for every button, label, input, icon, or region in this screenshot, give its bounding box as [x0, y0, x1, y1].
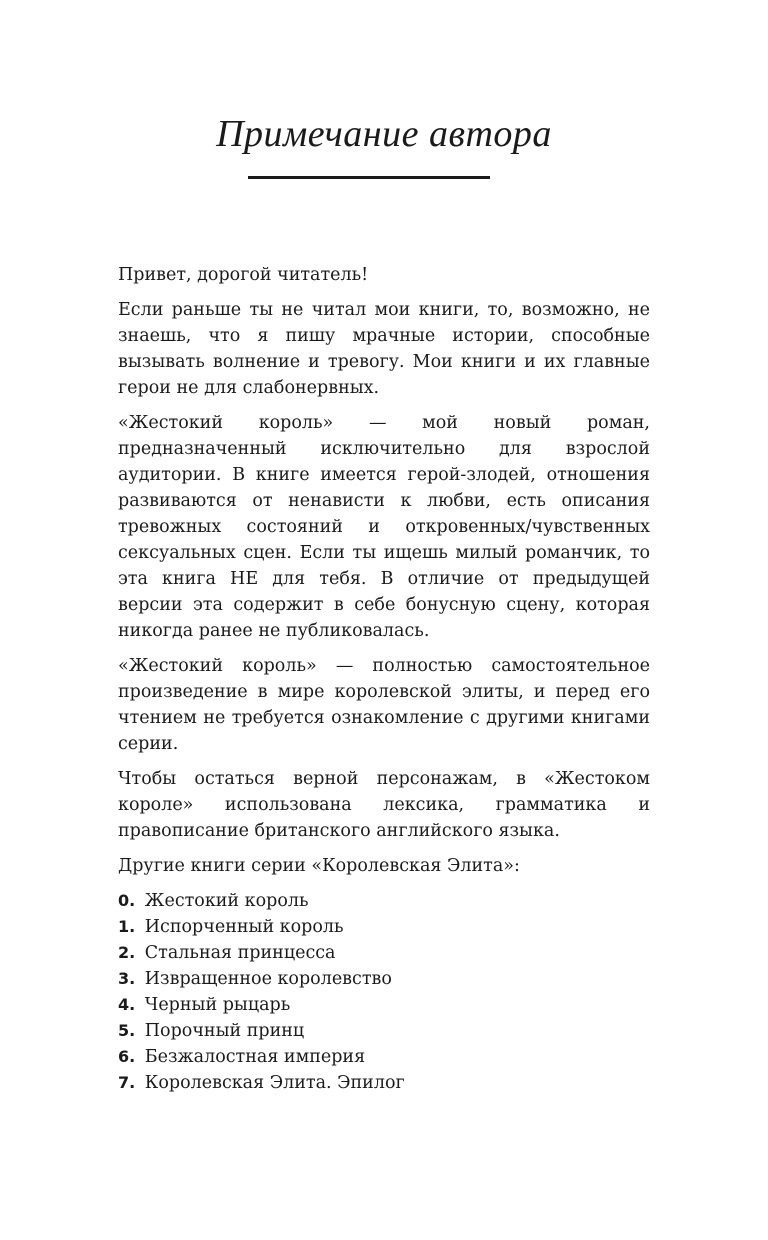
body-text [118, 262, 650, 1096]
list-number: 1. [118, 917, 136, 936]
body-paragraph: Чтобы остаться верной персонажам, в «Жестоком короле» использована лексика, грамматика и правописание британского английского языка. [118, 769, 650, 841]
book-title: Королевская Элита. Эпилог [144, 1073, 405, 1093]
title-underline [248, 176, 490, 179]
list-item [118, 966, 650, 992]
book-title: Жестокий король [144, 891, 309, 911]
list-item [118, 1070, 650, 1096]
series-intro: Другие книги серии «Королевская Элита»: [118, 856, 520, 876]
list-number: 0. [118, 891, 136, 910]
book-title: Стальная принцесса [144, 943, 336, 963]
book-title: Испорченный король [144, 917, 344, 937]
book-title: Извращенное королевство [144, 969, 392, 989]
book-list [118, 888, 650, 1096]
list-number: 2. [118, 943, 136, 962]
list-item [118, 940, 650, 966]
list-number: 3. [118, 969, 136, 988]
book-title: Черный рыцарь [144, 995, 291, 1015]
book-title: Порочный принц [144, 1021, 305, 1041]
list-item [118, 914, 650, 940]
page-title: Примечание автора [216, 113, 552, 155]
list-number: 4. [118, 995, 136, 1014]
body-paragraph: Если раньше ты не читал мои книги, то, возможно, не знаешь, что я пишу мрачные истории, способные вызывать волнение и тревогу. Мои книги и их главные герои не для слабонервных. [118, 300, 650, 398]
body-paragraph: «Жестокий король» — мой новый роман, предназначенный исключительно для взрослой аудитории. В книге имеется герой-злодей, отношения развиваются от ненависти к любви, есть описания тревожных состояний и откровенных/чувственных сексуальных сцен. Если ты ищешь милый романчик, то эта книга НЕ для тебя. В отличие от предыдущей версии эта содержит в себе бонусную сцену, которая никогда ранее не публиковалась. [118, 413, 650, 641]
list-number: 6. [118, 1047, 136, 1066]
list-item [118, 992, 650, 1018]
list-number: 5. [118, 1021, 136, 1040]
list-number: 7. [118, 1073, 136, 1092]
body-paragraph: «Жестокий король» — полностью самостоятельное произведение в мире королевской элиты, и перед его чтением не требуется ознакомление с другими книгами серии. [118, 656, 650, 754]
book-title: Безжалостная империя [144, 1047, 366, 1067]
list-item [118, 1018, 650, 1044]
list-item [118, 1044, 650, 1070]
list-item [118, 888, 650, 914]
greeting-paragraph: Привет, дорогой читатель! [118, 265, 369, 285]
